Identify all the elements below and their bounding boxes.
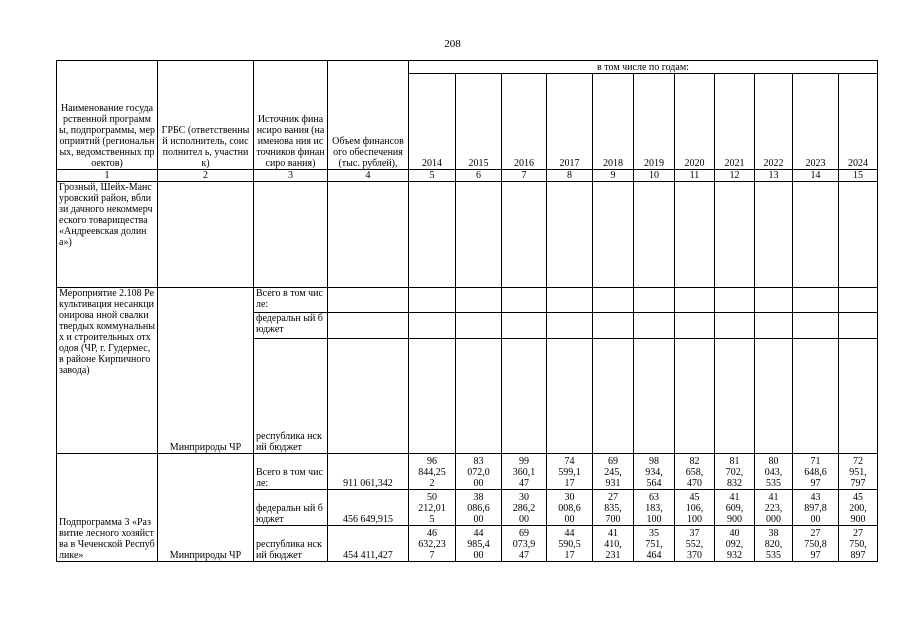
budget-table xyxy=(56,60,878,562)
year-value: 41 410, 231 xyxy=(593,526,634,562)
column-number: 9 xyxy=(593,170,634,182)
year-value: 80 043, 535 xyxy=(755,454,793,490)
column-number: 5 xyxy=(409,170,456,182)
year-header: 2019 xyxy=(634,74,675,170)
header-source: Источник финансиро вания (наименова ния источников финансиро вания) xyxy=(254,61,328,170)
page-number: 208 xyxy=(444,38,461,50)
column-number: 7 xyxy=(502,170,547,182)
year-value: 44 985,4 00 xyxy=(456,526,502,562)
year-value: 38 086,6 00 xyxy=(456,490,502,526)
year-value: 98 934, 564 xyxy=(634,454,675,490)
year-header: 2014 xyxy=(409,74,456,170)
year-value: 40 092, 932 xyxy=(715,526,755,562)
column-number: 2 xyxy=(158,170,254,182)
year-value: 30 286,2 00 xyxy=(502,490,547,526)
year-value: 41 609, 900 xyxy=(715,490,755,526)
subprogram-total: 456 649,915 xyxy=(328,490,409,526)
year-value: 69 245, 931 xyxy=(593,454,634,490)
measure-source: республика нский бюджет xyxy=(254,339,328,454)
measure-name: Мероприятие 2.108 Рекультивация несанкционирова нной свалки твердых коммунальных и строительных отходов (ЧР, г. Гудермес, в районе Кирпичного завода) xyxy=(57,288,158,454)
year-value: 30 008,6 00 xyxy=(547,490,593,526)
measure-grbs: Минприроды ЧР xyxy=(158,288,254,454)
year-value: 72 951, 797 xyxy=(839,454,878,490)
year-header: 2022 xyxy=(755,74,793,170)
subprogram-grbs: Минприроды ЧР xyxy=(158,454,254,562)
year-header: 2024 xyxy=(839,74,878,170)
column-number: 14 xyxy=(793,170,839,182)
year-header: 2015 xyxy=(456,74,502,170)
measure-source: Всего в том числе: xyxy=(254,288,328,313)
measure-source: федеральн ый бюджет xyxy=(254,313,328,339)
year-value: 43 897,8 00 xyxy=(793,490,839,526)
column-number: 13 xyxy=(755,170,793,182)
year-header: 2020 xyxy=(675,74,715,170)
column-number: 11 xyxy=(675,170,715,182)
continuation-name: Грозный, Шейх-Мансуровский район, вблизи дачного некоммерческого товарищества «Андреевская долина») xyxy=(57,182,158,288)
column-number: 8 xyxy=(547,170,593,182)
year-value: 50 212,01 5 xyxy=(409,490,456,526)
column-number: 10 xyxy=(634,170,675,182)
subprogram-total: 911 061,342 xyxy=(328,454,409,490)
year-value: 45 106, 100 xyxy=(675,490,715,526)
year-value: 27 750,8 97 xyxy=(793,526,839,562)
year-header: 2021 xyxy=(715,74,755,170)
year-value: 45 200, 900 xyxy=(839,490,878,526)
year-value: 35 751, 464 xyxy=(634,526,675,562)
year-value: 44 590,5 17 xyxy=(547,526,593,562)
year-value: 99 360,1 47 xyxy=(502,454,547,490)
year-value: 69 073,9 47 xyxy=(502,526,547,562)
year-value: 71 648,6 97 xyxy=(793,454,839,490)
year-value: 63 183, 100 xyxy=(634,490,675,526)
column-number: 15 xyxy=(839,170,878,182)
header-name: Наименование государственной программы, подпрограммы, мероприятий (региональных, ведомственных проектов) xyxy=(57,61,158,170)
column-number: 12 xyxy=(715,170,755,182)
year-value: 81 702, 832 xyxy=(715,454,755,490)
year-value: 38 820, 535 xyxy=(755,526,793,562)
header-by-years: в том числе по годам: xyxy=(409,61,878,74)
year-header: 2023 xyxy=(793,74,839,170)
year-value: 41 223, 000 xyxy=(755,490,793,526)
subprogram-source: федеральн ый бюджет xyxy=(254,490,328,526)
year-value: 82 658, 470 xyxy=(675,454,715,490)
column-number: 1 xyxy=(57,170,158,182)
subprogram-source: Всего в том числе: xyxy=(254,454,328,490)
header-grbs: ГРБС (ответственны й исполнитель, соисполнител ь, участник) xyxy=(158,61,254,170)
subprogram-total: 454 411,427 xyxy=(328,526,409,562)
header-volume: Объем финансового обеспечения (тыс. рублей), xyxy=(328,61,409,170)
subprogram-source: республика нский бюджет xyxy=(254,526,328,562)
year-header: 2017 xyxy=(547,74,593,170)
year-value: 96 844,25 2 xyxy=(409,454,456,490)
year-header: 2018 xyxy=(593,74,634,170)
year-value: 83 072,0 00 xyxy=(456,454,502,490)
year-header: 2016 xyxy=(502,74,547,170)
column-number: 6 xyxy=(456,170,502,182)
year-value: 37 552, 370 xyxy=(675,526,715,562)
year-value: 46 632,23 7 xyxy=(409,526,456,562)
year-value: 27 750, 897 xyxy=(839,526,878,562)
column-number: 4 xyxy=(328,170,409,182)
year-value: 27 835, 700 xyxy=(593,490,634,526)
subprogram-name: Подпрограмма 3 «Развитие лесного хозяйства в Чеченской Республике» xyxy=(57,454,158,562)
year-value: 74 599,1 17 xyxy=(547,454,593,490)
column-number: 3 xyxy=(254,170,328,182)
